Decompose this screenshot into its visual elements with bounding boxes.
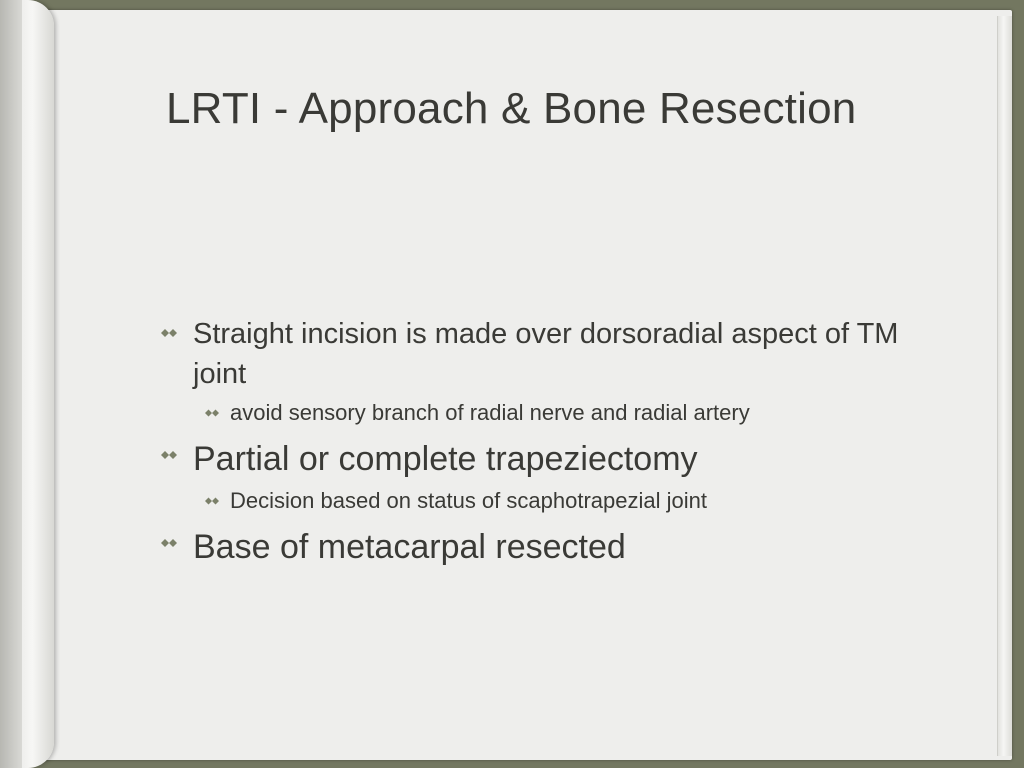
sub-bullet-item [160,398,920,428]
bullet-item [160,436,920,482]
slide-title: LRTI - Approach & Bone Resection [166,84,857,133]
bullet-text: Base of metacarpal resected [193,528,626,566]
bullet-text: Partial or complete trapeziectomy [193,440,698,478]
book-binding [0,0,54,768]
sub-bullet-item [160,486,920,516]
diamond-bullet-icon [160,326,178,340]
bullet-text: Straight incision is made over dorsoradial aspect of TM joint [193,318,899,390]
binding-shadow [0,0,22,768]
diamond-bullet-icon [204,407,220,419]
page-edge [997,16,1012,756]
diamond-bullet-icon [204,495,220,507]
sub-bullet-text: avoid sensory branch of radial nerve and radial artery [230,400,750,425]
bullet-list [160,314,920,570]
sub-bullet-text: Decision based on status of scaphotrapezial joint [230,488,707,513]
diamond-bullet-icon [160,536,178,550]
bullet-item [160,524,920,570]
diamond-bullet-icon [160,448,178,462]
bullet-item [160,314,920,394]
